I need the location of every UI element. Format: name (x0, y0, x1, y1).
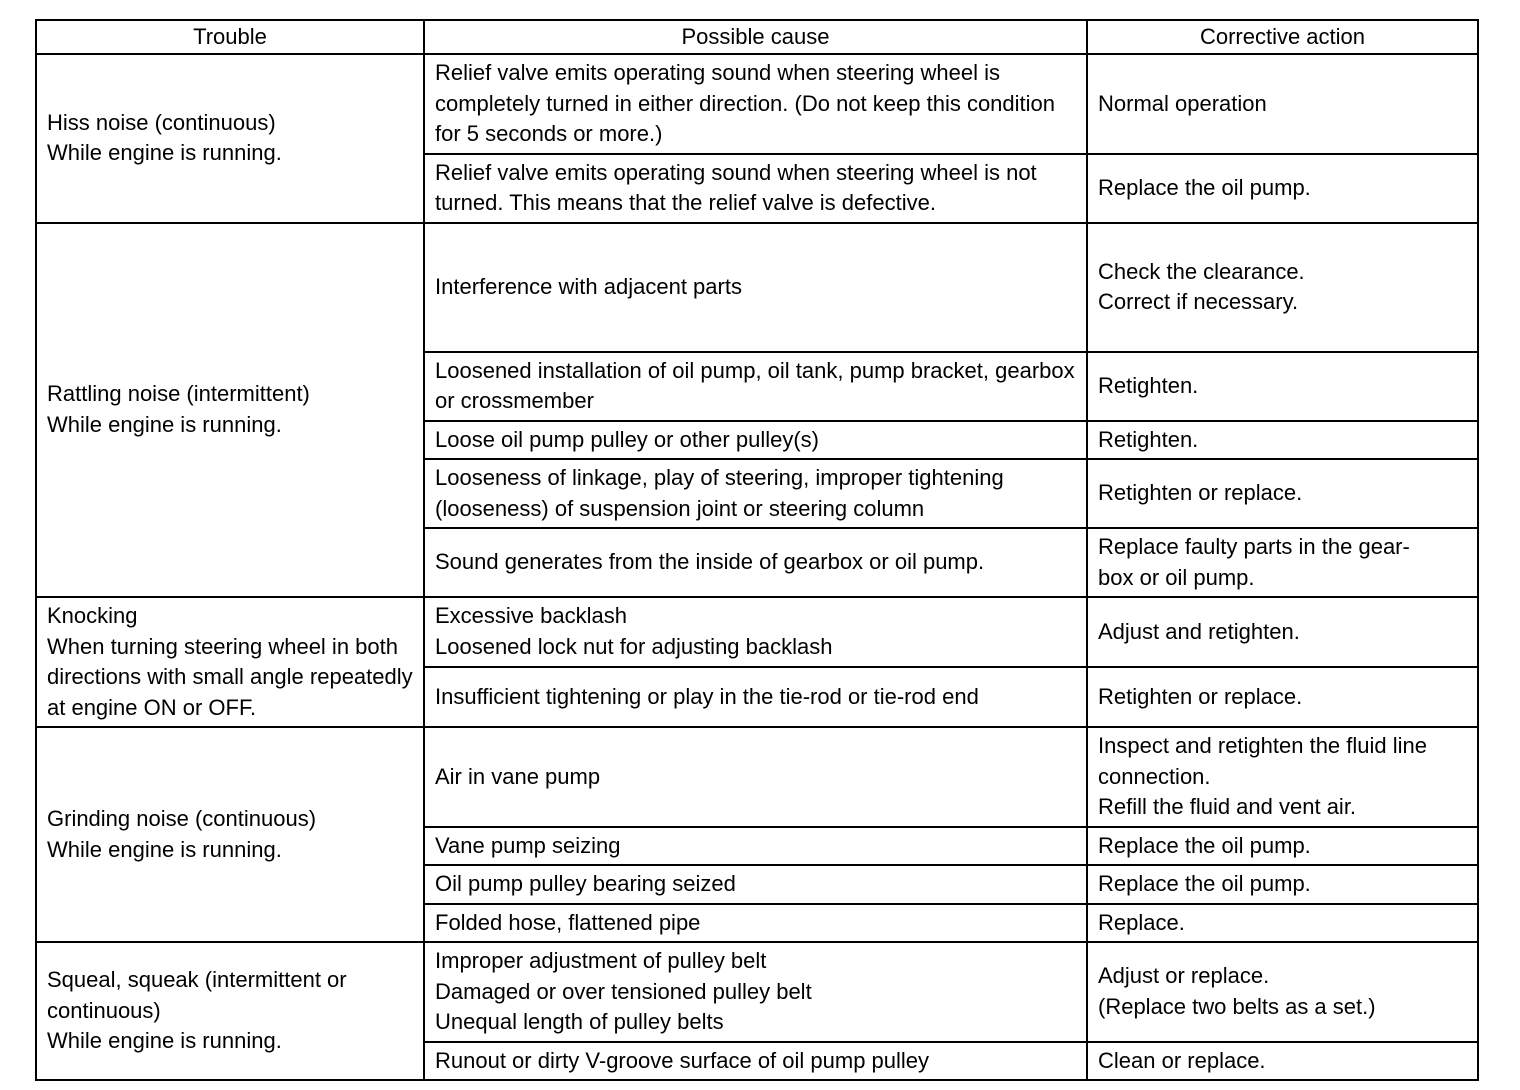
trouble-cell: Grinding noise (continuous) While engine is running. (36, 727, 424, 942)
header-corrective-action: Corrective action (1087, 20, 1478, 54)
action-cell: Replace faulty parts in the gear- box or oil pump. (1087, 528, 1478, 597)
cause-cell: Interference with adjacent parts (424, 223, 1087, 352)
action-cell: Retighten. (1087, 421, 1478, 460)
table-row (36, 727, 1478, 827)
action-cell: Replace the oil pump. (1087, 154, 1478, 223)
cause-cell: Relief valve emits operating sound when steering wheel is not turned. This means that the relief valve is defective. (424, 154, 1087, 223)
cause-cell: Runout or dirty V-groove surface of oil pump pulley (424, 1042, 1087, 1081)
action-cell: Adjust or replace. (Replace two belts as a set.) (1087, 942, 1478, 1042)
header-trouble: Trouble (36, 20, 424, 54)
table-row (36, 597, 1478, 667)
trouble-cell: Rattling noise (intermittent) While engine is running. (36, 223, 424, 598)
cause-cell: Looseness of linkage, play of steering, improper tightening (looseness) of suspension joint or steering column (424, 459, 1087, 528)
cause-cell: Oil pump pulley bearing seized (424, 865, 1087, 904)
action-cell: Clean or replace. (1087, 1042, 1478, 1081)
cause-cell: Loosened installation of oil pump, oil tank, pump bracket, gearbox or crossmember (424, 352, 1087, 421)
action-cell: Check the clearance. Correct if necessary. (1087, 223, 1478, 352)
action-cell: Inspect and retighten the fluid line connection. Refill the fluid and vent air. (1087, 727, 1478, 827)
cause-cell: Vane pump seizing (424, 827, 1087, 866)
cause-cell: Excessive backlash Loosened lock nut for adjusting backlash (424, 597, 1087, 667)
action-cell: Retighten or replace. (1087, 667, 1478, 727)
cause-cell: Folded hose, flattened pipe (424, 904, 1087, 943)
table-row (36, 223, 1478, 352)
cause-cell: Relief valve emits operating sound when steering wheel is completely turned in either direction. (Do not keep this condition for 5 seconds or more.) (424, 54, 1087, 154)
action-cell: Normal operation (1087, 54, 1478, 154)
trouble-cell: Knocking When turning steering wheel in both directions with small angle repeatedly at engine ON or OFF. (36, 597, 424, 727)
action-cell: Retighten. (1087, 352, 1478, 421)
table-row (36, 54, 1478, 154)
trouble-cell: Squeal, squeak (intermittent or continuous) While engine is running. (36, 942, 424, 1080)
table-row (36, 942, 1478, 1042)
header-possible-cause: Possible cause (424, 20, 1087, 54)
action-cell: Replace the oil pump. (1087, 827, 1478, 866)
cause-cell: Sound generates from the inside of gearbox or oil pump. (424, 528, 1087, 597)
cause-cell: Improper adjustment of pulley belt Damaged or over tensioned pulley belt Unequal length of pulley belts (424, 942, 1087, 1042)
trouble-cell: Hiss noise (continuous) While engine is running. (36, 54, 424, 223)
troubleshooting-table (35, 19, 1479, 1081)
cause-cell: Air in vane pump (424, 727, 1087, 827)
action-cell: Retighten or replace. (1087, 459, 1478, 528)
cause-cell: Loose oil pump pulley or other pulley(s) (424, 421, 1087, 460)
action-cell: Replace. (1087, 904, 1478, 943)
header-row (36, 20, 1478, 54)
action-cell: Replace the oil pump. (1087, 865, 1478, 904)
action-cell: Adjust and retighten. (1087, 597, 1478, 667)
cause-cell: Insufficient tightening or play in the tie-rod or tie-rod end (424, 667, 1087, 727)
